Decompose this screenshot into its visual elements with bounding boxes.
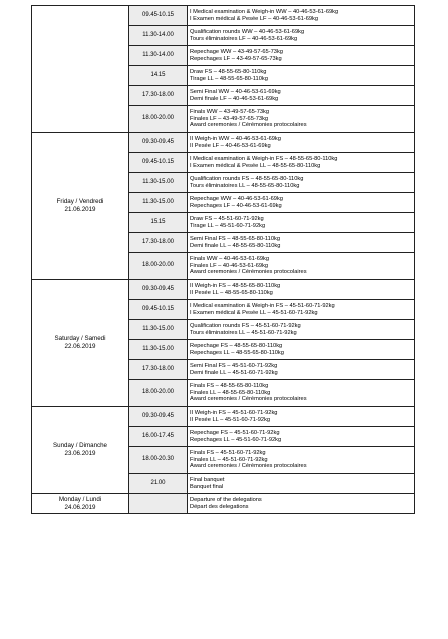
schedule-row [32, 280, 415, 300]
event-line: Tours éliminatoires LL – 48-55-65-80-110kg [190, 182, 300, 189]
event-line: I Medical examination & Weigh-in FS – 48-55-65-80-110kg [190, 155, 338, 162]
time-cell: 09.30-09.45 [129, 407, 188, 427]
event-line: Award ceremonies / Cérémonies protocolaires [190, 269, 307, 276]
time-cell: 18.00-20.00 [129, 380, 188, 407]
event-line: Award ceremonies / Cérémonies protocolaires [190, 122, 307, 129]
schedule-row [32, 6, 415, 26]
event-line: Award ceremonies / Cérémonies protocolaires [190, 396, 307, 403]
event-line: Repechages LF – 40-46-53-61-69kg [190, 202, 282, 209]
event-line: Repechage WW – 43-49-57-65-73kg [190, 48, 283, 55]
time-cell: 21.00 [129, 474, 188, 494]
event-cell [188, 46, 415, 66]
time-cell: 17.30-18.00 [129, 86, 188, 106]
event-line: Repechage WW – 40-46-53-61-69kg [190, 195, 283, 202]
event-cell [188, 66, 415, 86]
schedule-table [31, 5, 415, 514]
event-line: Départ des delegations [190, 503, 249, 510]
day-label-line: Sunday / Dimanche [53, 442, 107, 450]
event-line: II Weigh-in FS – 48-55-65-80-110kg [190, 282, 281, 289]
time-cell: 16.00-17.45 [129, 427, 188, 447]
schedule-row [32, 133, 415, 153]
day-label-line: 22.06.2019 [64, 343, 96, 350]
event-cell [188, 26, 415, 46]
event-cell [188, 253, 415, 280]
event-line: Tirage LL – 48-55-65-80-110kg [190, 75, 268, 82]
event-line: Qualification rounds WW – 40-46-53-61-69kg [190, 28, 305, 35]
time-cell: 18.00-20.30 [129, 447, 188, 474]
event-line: Qualification rounds FS – 48-55-65-80-110kg [190, 175, 304, 182]
event-line: Finals WW – 40-46-53-61-69kg [190, 255, 270, 262]
event-line: Repechages LF – 43-49-57-65-73kg [190, 55, 282, 62]
event-cell [188, 380, 415, 407]
day-label-line: 24.06.2019 [64, 503, 96, 511]
day-cell [32, 133, 129, 280]
event-line: I Examen médical & Pesée LF – 40-46-53-61-69kg [190, 15, 319, 22]
day-label-line: 21.06.2019 [64, 206, 96, 213]
time-cell: 09.30-09.45 [129, 133, 188, 153]
event-line: Tirage LL – 45-51-60-71-92kg [190, 222, 266, 229]
event-cell [188, 173, 415, 193]
day-label-line: Monday / Lundi [58, 495, 102, 503]
event-line: Demi finale LL – 48-55-65-80-110kg [190, 242, 281, 249]
time-cell [129, 494, 188, 514]
time-cell: 17.30-18.00 [129, 233, 188, 253]
time-cell: 11.30-14.00 [129, 26, 188, 46]
event-cell [188, 106, 415, 133]
event-line: Finales LF – 43-49-57-65-73kg [190, 115, 269, 122]
event-line: Qualification rounds FS – 45-51-60-71-92kg [190, 322, 301, 329]
event-cell [188, 320, 415, 340]
event-cell [188, 233, 415, 253]
event-cell [188, 193, 415, 213]
day-label-line: Friday / Vendredi [56, 198, 104, 206]
time-cell: 11.30-15.00 [129, 320, 188, 340]
event-line: Repechages LL – 45-51-60-71-92kg [190, 436, 282, 443]
event-cell [188, 6, 415, 26]
event-line: Finales LF – 40-46-53-61-69kg [190, 262, 269, 269]
day-label-line: 23.06.2019 [64, 450, 96, 457]
time-cell: 14.15 [129, 66, 188, 86]
schedule-row [32, 407, 415, 427]
event-line: Draw FS – 45-51-60-71-92kg [190, 215, 264, 222]
event-cell [188, 340, 415, 360]
time-cell: 18.00-20.00 [129, 253, 188, 280]
event-cell [188, 494, 415, 514]
event-line: Repechage FS – 45-51-60-71-92kg [190, 429, 280, 436]
time-cell: 17.30-18.00 [129, 360, 188, 380]
time-cell: 15.15 [129, 213, 188, 233]
event-line: II Pesée LL – 48-55-65-80-110kg [190, 289, 273, 296]
event-line: Tours éliminatoires LF – 40-46-53-61-69kg [190, 35, 298, 42]
event-line: I Examen médical & Pesée LL – 48-55-65-80-110kg [190, 162, 321, 169]
event-line: Finales LL – 45-51-60-71-92kg [190, 456, 268, 463]
event-line: II Pesée LF – 40-46-53-61-69kg [190, 142, 271, 149]
event-line: Repechage FS – 48-55-65-80-110kg [190, 342, 283, 349]
time-cell: 11.30-15.00 [129, 340, 188, 360]
event-line: Draw FS – 48-55-65-80-110kg [190, 68, 267, 75]
event-line: Final banquet [190, 476, 225, 483]
day-cell [32, 407, 129, 494]
event-line: Finales LL – 48-55-65-80-110kg [190, 389, 271, 396]
event-cell [188, 86, 415, 106]
event-line: Award ceremonies / Cérémonies protocolaires [190, 463, 307, 470]
time-cell: 11.30-14.00 [129, 46, 188, 66]
event-line: II Pesée LL – 45-51-60-71-92kg [190, 416, 271, 423]
time-cell: 11.30-15.00 [129, 193, 188, 213]
event-line: I Examen médical & Pesée LL – 45-51-60-71-92kg [190, 309, 318, 316]
event-line: Semi Final FS – 48-55-65-80-110kg [190, 235, 280, 242]
event-line: Semi Final WW – 40-46-53-61-69kg [190, 88, 281, 95]
day-label-line: Saturday / Samedi [54, 335, 106, 343]
event-cell [188, 280, 415, 300]
event-line: Semi Final FS – 45-51-60-71-92kg [190, 362, 278, 369]
event-cell [188, 407, 415, 427]
event-line: Finals WW – 43-49-57-65-73kg [190, 108, 270, 115]
time-cell: 09.45-10.15 [129, 300, 188, 320]
event-line: Finals FS – 45-51-60-71-92kg [190, 449, 266, 456]
event-cell [188, 447, 415, 474]
event-line: I Medical examination & Weigh-in WW – 40-46-53-61-69kg [190, 8, 339, 15]
time-cell: 09.45-10.15 [129, 153, 188, 173]
event-line: II Weigh-in FS – 45-51-60-71-92kg [190, 409, 278, 416]
event-line: Banquet final [190, 483, 224, 490]
time-cell: 09.30-09.45 [129, 280, 188, 300]
event-cell [188, 474, 415, 494]
event-line: I Medical examination & Weigh-in FS – 45-51-60-71-92kg [190, 302, 335, 309]
event-cell [188, 133, 415, 153]
event-line: Repechages LL – 48-55-65-80-110kg [190, 349, 284, 356]
event-line: II Weigh-in WW – 40-46-53-61-69kg [190, 135, 281, 142]
day-cell [32, 280, 129, 407]
event-line: Tours éliminatoires LL – 45-51-60-71-92kg [190, 329, 297, 336]
event-line: Finals FS – 48-55-65-80-110kg [190, 382, 269, 389]
day-cell [32, 494, 129, 514]
event-line: Demi finale LF – 40-46-53-61-69kg [190, 95, 279, 102]
schedule-body [32, 6, 415, 514]
event-line: Demi finale LL – 45-51-60-71-92kg [190, 369, 278, 376]
time-cell: 11.30-15.00 [129, 173, 188, 193]
event-cell [188, 213, 415, 233]
day-cell [32, 6, 129, 133]
time-cell: 18.00-20.00 [129, 106, 188, 133]
event-cell [188, 153, 415, 173]
time-cell: 09.45-10.15 [129, 6, 188, 26]
event-cell [188, 360, 415, 380]
event-cell [188, 427, 415, 447]
event-cell [188, 300, 415, 320]
event-line: Departure of the delegations [190, 496, 262, 503]
schedule-row [32, 494, 415, 514]
